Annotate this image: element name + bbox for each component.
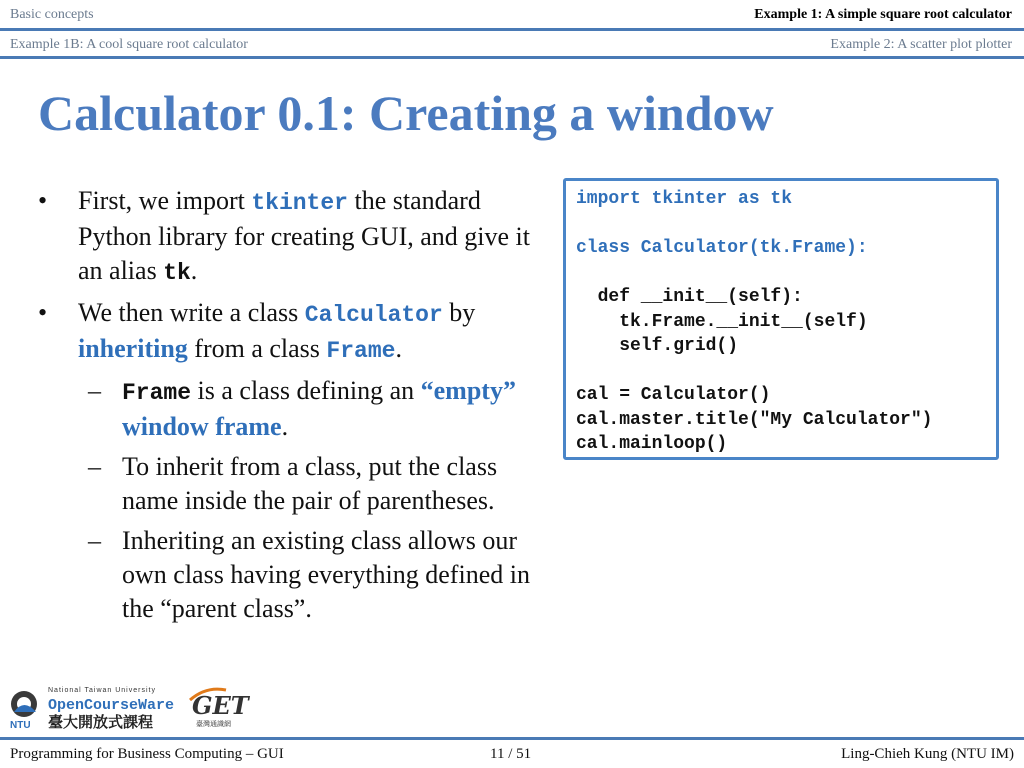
nav-row-bottom	[0, 30, 1024, 58]
code-box	[563, 178, 999, 460]
logo-chinese: 臺大開放式課程	[48, 713, 154, 730]
bullet-text: Inheriting an existing class allows our own class having everything defined in the “parent class”.	[122, 526, 530, 623]
highlight-empty-window-frame: “empty” window frame	[122, 376, 516, 441]
code-calculator: Calculator	[304, 302, 443, 328]
bullet-text: .	[395, 334, 402, 363]
footer-course: Programming for Business Computing – GUI	[10, 746, 284, 762]
logo-get: GET	[192, 691, 249, 720]
bullet-class	[38, 296, 548, 368]
nav-link-basic-concepts[interactable]: Basic concepts	[10, 7, 94, 22]
bullet-list	[38, 184, 548, 632]
logo-university: National Taiwan University	[48, 687, 156, 694]
code-line-5: self.grid()	[576, 336, 739, 356]
code-line-3: def __init__(self):	[576, 287, 803, 307]
code-line-7: cal.master.title("My Calculator")	[576, 409, 933, 430]
code-tk: tk	[163, 260, 191, 286]
bullet-text: by	[442, 298, 476, 327]
bullet-text: from a class	[187, 334, 327, 363]
bullet-text: To inherit from a class, put the class name inside the pair of parentheses.	[122, 452, 498, 515]
sub-bullet-parent	[38, 524, 548, 626]
slide-title: Calculator 0.1: Creating a window	[38, 85, 774, 141]
code-line-6: cal = Calculator()	[576, 385, 771, 405]
bullet-dot: •	[38, 186, 48, 215]
highlight-inheriting: inheriting	[78, 334, 188, 363]
code-line-1: import tkinter as tk	[576, 189, 793, 209]
code-tkinter: tkinter	[251, 190, 348, 216]
bullet-text: First, we import	[78, 186, 252, 215]
nav-link-example1-active[interactable]: Example 1: A simple square root calculator	[754, 7, 1012, 22]
code-frame: Frame	[326, 338, 396, 364]
logo-get-sub: 臺灣通識網	[196, 720, 231, 728]
bullet-import	[38, 184, 548, 290]
ntu-ocw-logo	[8, 682, 174, 730]
sub-bullet-inherit	[38, 450, 548, 518]
bullet-text: We then write a class	[78, 298, 305, 327]
footer-page-number: 11 / 51	[490, 746, 532, 762]
logo-ntu: NTU	[10, 720, 31, 730]
sub-bullet-dash: –	[88, 526, 101, 555]
footer-author: Ling-Chieh Kung (NTU IM)	[841, 746, 1014, 762]
nav-row-top	[0, 0, 1024, 30]
code-frame: Frame	[122, 380, 192, 406]
nav-link-example2[interactable]: Example 2: A scatter plot plotter	[830, 37, 1012, 52]
code-line-4: tk.Frame.__init__(self)	[576, 311, 868, 332]
bullet-text: is a class defining an	[191, 376, 421, 405]
nav-rule-bottom	[0, 56, 1024, 59]
bullet-text: the standard Python library for creating GUI, and give it an alias	[78, 186, 530, 285]
get-logo	[186, 680, 252, 732]
logo-ocw: OpenCourseWare	[48, 697, 174, 714]
sub-bullet-dash: –	[88, 452, 101, 481]
bullet-text: .	[281, 412, 289, 441]
bullet-text: .	[190, 256, 198, 285]
code-line-2: class Calculator(tk.Frame):	[576, 238, 868, 258]
sub-bullet-frame	[38, 374, 548, 444]
code-line-8: cal.mainloop()	[576, 434, 728, 454]
nav-link-example1b[interactable]: Example 1B: A cool square root calculator	[10, 37, 248, 52]
code-listing	[576, 187, 932, 457]
sub-bullet-dash: –	[88, 376, 101, 405]
bullet-dot: •	[38, 298, 48, 327]
ntu-emblem-icon	[11, 691, 37, 717]
footer	[0, 738, 1024, 768]
